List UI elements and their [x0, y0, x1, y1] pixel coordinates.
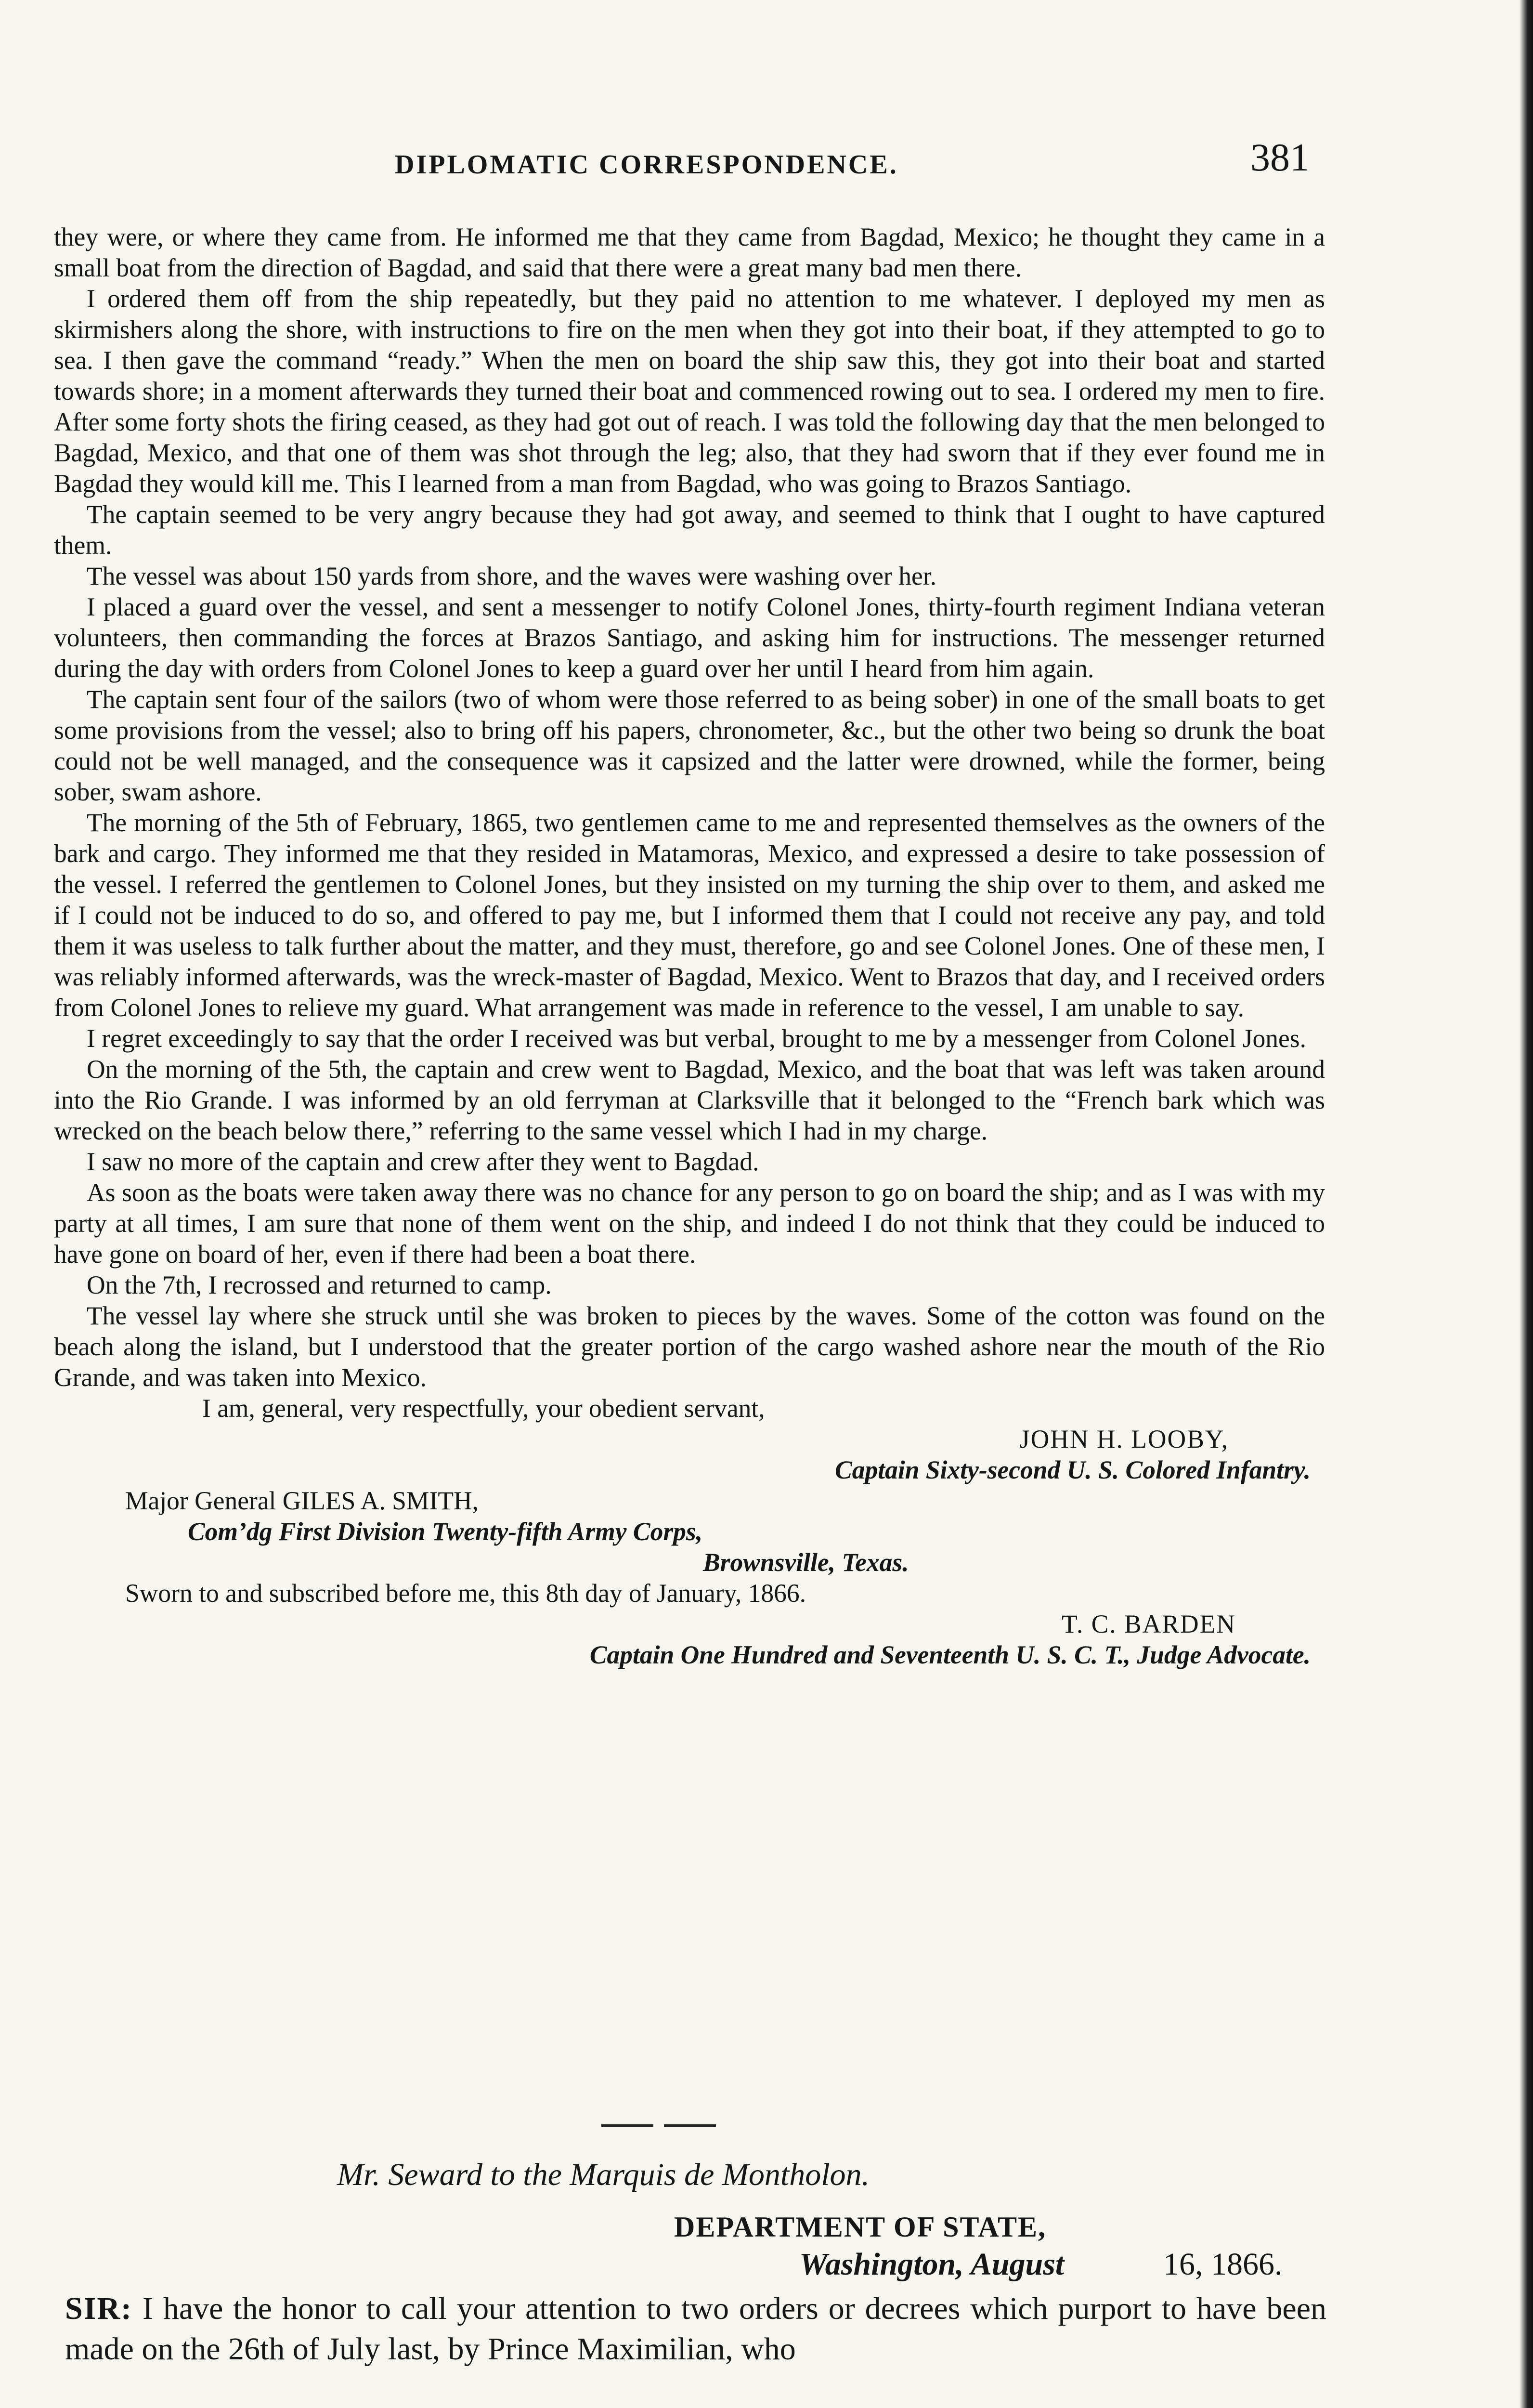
- dateline-place: Washington, August: [799, 2247, 1065, 2282]
- paragraph: The vessel was about 150 yards from shore, and the waves were washing over her.: [87, 562, 936, 590]
- page-number: 381: [1250, 135, 1310, 179]
- paragraph: I placed a guard over the vessel, and sent a messenger to notify Colonel Jones, thirty-fourth regiment Indiana veteran volunteers, then commanding the forces at Brazos Santiago, and asking him for instructions. The messenger returned during the day with orders from Colonel Jones to keep a guard over her until I heard from him again.: [54, 592, 1325, 683]
- page-binding-edge: [1520, 0, 1533, 2408]
- closing-line: I am, general, very respectfully, your obedient servant,: [202, 1394, 765, 1423]
- paragraph: I ordered them off from the ship repeatedly, but they paid no attention to me whatever. I deployed my men as skirmishers along the shore, with instructions to fire on the men when they got into their boat, if they attempted to go to sea. I then gave the command “ready.” When the men on board the ship saw this, they got into their boat and started towards shore; in a moment afterwards they turned their boat and commenced rowing out to sea. I ordered my men to fire. After some forty shots the firing ceased, as they had got out of reach. I was told the following day that the men belonged to Bagdad, Mexico, and that one of them was shot through the leg; also, that they had sworn that if they ever found me in Bagdad they would kill me. This I learned from a man from Bagdad, who was going to Brazos Santiago.: [54, 284, 1325, 498]
- dateline-date: 16, 1866.: [1163, 2247, 1283, 2282]
- addressee-name: Major General GILES A. SMITH,: [125, 1486, 479, 1515]
- opening-text: I have the honor to call your attention to two orders or decrees which purport to have been made on the 26th of July last, by Prince Maximilian, who: [65, 2291, 1327, 2367]
- divider-rule-right: [664, 2124, 716, 2127]
- page-header: [395, 135, 1310, 188]
- paragraph: The vessel lay where she struck until she was broken to pieces by the waves. Some of the cotton was found on the beach along the island, but I understood that the greater portion of the cargo washed ashore near the mouth of the Rio Grande, and was taken into Mexico.: [54, 1301, 1325, 1392]
- divider-rule-left: [601, 2124, 653, 2127]
- running-head: DIPLOMATIC CORRESPONDENCE.: [395, 150, 898, 180]
- paragraph: I regret exceedingly to say that the order I received was but verbal, brought to me by a messenger from Colonel Jones.: [87, 1024, 1306, 1053]
- signature-name: JOHN H. LOOBY,: [1019, 1425, 1229, 1453]
- letter-opening: [65, 2289, 1326, 2369]
- paragraph: The captain seemed to be very angry because they had got away, and seemed to think that I ought to have captured them.: [54, 500, 1325, 560]
- salutation: SIR:: [65, 2291, 133, 2326]
- paragraph: The morning of the 5th of February, 1865, two gentlemen came to me and represented themselves as the owners of the bark and cargo. They informed me that they resided in Matamoras, Mexico, and expressed a desire to take possession of the vessel. I referred the gentlemen to Colonel Jones, but they insisted on my turning the ship over to them, and asked me if I could not be induced to do so, and offered to pay me, but I informed them that I could not receive any pay, and told them it was useless to talk further about the matter, and they must, therefore, go and see Colonel Jones. One of these men, I was reliably informed afterwards, was the wreck-master of Bagdad, Mexico. Went to Brazos that day, and I received orders from Colonel Jones to relieve my guard. What arrangement was made in reference to the vessel, I am unable to say.: [54, 808, 1325, 1022]
- addressee-place: Brownsville, Texas.: [703, 1548, 909, 1577]
- judge-advocate-title: Captain One Hundred and Seventeenth U. S. C. T., Judge Advocate.: [589, 1640, 1311, 1669]
- letter-body: [54, 222, 1325, 1670]
- signature-title: Captain Sixty-second U. S. Colored Infantry.: [835, 1455, 1311, 1484]
- paragraph: I saw no more of the captain and crew after they went to Bagdad.: [87, 1147, 759, 1176]
- letter-heading: Mr. Seward to the Marquis de Montholon.: [337, 2157, 870, 2192]
- oath-line: Sworn to and subscribed before me, this 8th day of January, 1866.: [125, 1579, 806, 1608]
- paragraph: The captain sent four of the sailors (two of whom were those referred to as being sober) in one of the small boats to get some provisions from the vessel; also to bring off his papers, chronometer, &c., but the other two being so drunk the boat could not be well managed, and the consequence was it capsized and the latter were drowned, while the former, being sober, swam ashore.: [54, 685, 1325, 806]
- paragraph: As soon as the boats were taken away there was no chance for any person to go on board the ship; and as I was with my party at all times, I am sure that none of them went on the ship, and indeed I do not think that they could be induced to have gone on board of her, even if there had been a boat there.: [54, 1178, 1325, 1269]
- paragraph: On the morning of the 5th, the captain and crew went to Bagdad, Mexico, and the boat that was left was taken around into the Rio Grande. I was informed by an old ferryman at Clarksville that it belonged to the “French bark which was wrecked on the beach below there,” referring to the same vessel which I had in my charge.: [54, 1055, 1325, 1145]
- section-divider: [601, 2124, 717, 2143]
- addressee-title: Com’dg First Division Twenty-fifth Army Corps,: [188, 1517, 703, 1546]
- judge-advocate-name: T. C. BARDEN: [1062, 1610, 1236, 1638]
- paragraph: they were, or where they came from. He informed me that they came from Bagdad, Mexico; he thought they came in a small boat from the direction of Bagdad, and said that there were a great many bad men there.: [54, 222, 1325, 282]
- department-line: DEPARTMENT OF STATE,: [674, 2211, 1046, 2243]
- paragraph: On the 7th, I recrossed and returned to camp.: [87, 1270, 552, 1299]
